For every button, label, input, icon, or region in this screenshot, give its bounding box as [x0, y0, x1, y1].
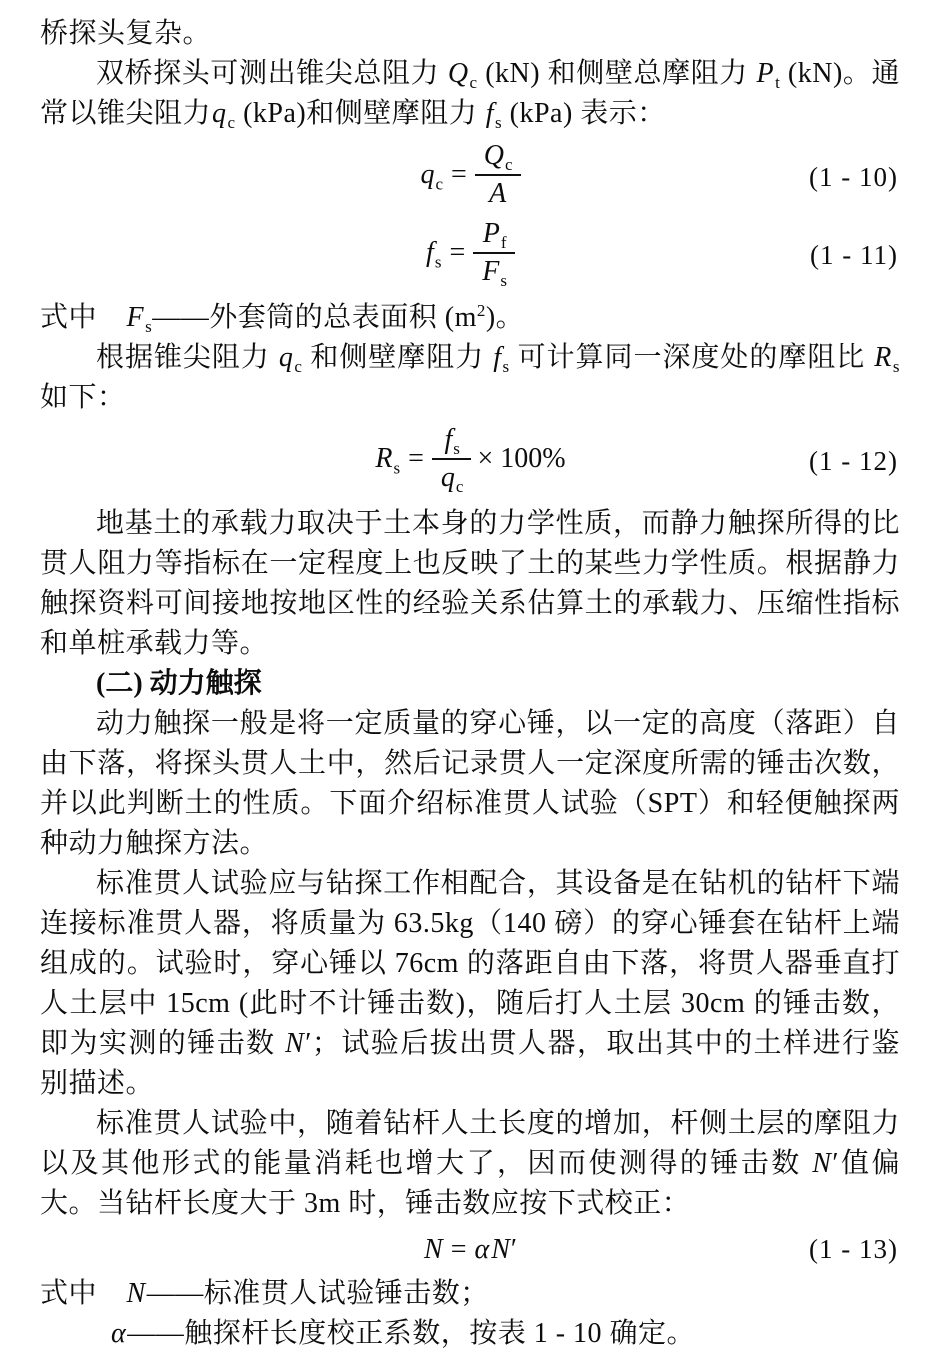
equation-row-1-10 — [40, 142, 900, 212]
equation-number-1-10: (1 - 10) — [809, 162, 898, 192]
subscript: s — [892, 357, 900, 376]
equation-1-11 — [425, 220, 515, 290]
subscript: s — [495, 113, 503, 132]
math-variable: Q — [447, 58, 469, 89]
fraction-numerator — [475, 140, 521, 176]
math-variable: f — [444, 424, 453, 455]
subscript: c — [294, 357, 303, 376]
math-variable: N — [285, 1028, 305, 1059]
math-variable: N — [424, 1233, 443, 1265]
math-variable: f — [485, 98, 494, 129]
definition-fs: 式中 $F_s——$外套筒的总表面积 $(m^2)$。 — [40, 301, 525, 336]
math-variable: P — [482, 218, 500, 249]
fraction-numerator — [473, 218, 515, 254]
fraction — [473, 218, 515, 288]
fraction-denominator — [475, 176, 521, 210]
math-variable: α — [474, 1233, 490, 1265]
math-variable: f — [426, 237, 434, 269]
math-variable: f — [493, 342, 502, 373]
subscript: s — [500, 271, 507, 290]
math-variable: q — [420, 159, 435, 191]
math-variable: N — [126, 1277, 146, 1309]
subscript: s — [502, 357, 510, 376]
math-variable: F — [482, 256, 500, 287]
math-variable: P — [756, 58, 775, 89]
equals-sign: = — [450, 159, 467, 191]
subscript: s — [434, 252, 442, 272]
equals-sign: = — [449, 237, 466, 269]
paragraph-dynamic-penetration-intro: 动力触探一般是将一定质量的穿心锤，以一定的高度（落距）自由下落，将探头贯人土中，然后记录贯人一定深度所需的锤击次数，并以此判断土的性质。下面介绍标准贯人试验（SPT）和轻便触探两种动力触探方法。 — [40, 708, 900, 859]
math-variable: q — [278, 342, 294, 373]
math-variable: F — [126, 302, 145, 333]
math-variable: N — [491, 1233, 510, 1265]
equation-1-12 — [374, 426, 565, 496]
paragraph-bearing-capacity: 地基土的承载力取决于土本身的力学性质，而静力触探所得的比贯人阻力等指标在一定程度上也反映了土的某些力学性质。根据静力触探资料可间接地按地区性的经验关系估算土的承载力、压缩性指标和单桩承载力等。 — [40, 508, 900, 659]
paragraph-dual-bridge-probe: 双桥探头可测出锥尖总阻力 $Q_c$ (kN) 和侧壁总摩阻力 $P_t$ (kN)。通常以锥尖阻力$q_c$ (kPa)和侧壁摩阻力 $f_s$ (kPa) 表示： — [40, 58, 900, 132]
paragraph-spt-procedure: 标准贯人试验应与钻探工作相配合，其设备是在钻机的钻杆下端连接标准贯人器，将质量为 63.5kg（140 磅）的穿心锤套在钻杆上端组成的。试验时，穿心锤以 76cm 的落距自由下落，将贯人器垂直打人土层中 15cm (此时不计锤击数)，随后打人土层 30cm 的锤击数，即为实测的锤击数 N′；试验后拔出贯人器，取出其中的土样进行鉴别描述。 — [40, 868, 900, 1099]
section-heading-dynamic-penetration: (二) 动力触探 — [96, 668, 262, 699]
paragraph-intro-continuation: 桥探头复杂。 — [40, 18, 212, 49]
formula-tail: × 100% — [477, 443, 566, 475]
paragraph-friction-ratio: 根据锥尖阻力 $q_c$ 和侧壁摩阻力 $f_s$ 可计算同一深度处的摩阻比 $R_s$ 如下： — [40, 342, 900, 413]
paragraph-spt-correction: 标准贯人试验中，随着钻杆人土长度的增加，杆侧土层的摩阻力以及其他形式的能量消耗也增大了，因而使测得的锤击数 N′值偏大。当钻杆长度大于 3m 时，锤击数应按下式校正： — [40, 1108, 900, 1219]
math-variable: N — [812, 1148, 832, 1179]
subscript: c — [227, 113, 236, 132]
math-variable: R — [874, 342, 892, 373]
equation-number-1-11: (1 - 11) — [810, 240, 898, 270]
equals-sign: = — [408, 443, 424, 475]
equation-number-1-12: (1 - 12) — [809, 446, 898, 476]
subscript: c — [469, 73, 478, 92]
equation-1-13: N = αN′ — [424, 1233, 517, 1265]
subscript: s — [145, 317, 153, 336]
subscript: f — [500, 233, 507, 252]
equation-row-1-11 — [40, 220, 900, 290]
equation-row-1-12 — [40, 426, 900, 496]
fraction-denominator — [432, 460, 472, 494]
math-variable: q — [212, 98, 227, 129]
definition-n: 式中 N——标准贯人试验锤击数； — [40, 1277, 489, 1309]
math-variable: q — [440, 462, 455, 493]
subscript: c — [455, 477, 464, 496]
subscript: t — [775, 73, 781, 92]
math-variable: Q — [483, 140, 505, 171]
equation-number-1-13: (1 - 13) — [809, 1233, 898, 1264]
subscript: s — [393, 458, 401, 478]
definition-alpha: α——触探杆长度校正系数，按表 1 - 10 确定。 — [111, 1317, 696, 1349]
equation-1-10 — [419, 142, 520, 212]
equation-row-1-13 — [40, 1228, 900, 1270]
fraction-denominator — [473, 254, 515, 288]
fraction — [432, 424, 472, 494]
subscript: c — [505, 155, 513, 174]
math-variable: R — [375, 443, 393, 475]
math-variable: A — [489, 178, 507, 209]
superscript: 2 — [476, 301, 486, 320]
math-variable: α — [111, 1317, 127, 1349]
subscript: c — [435, 174, 443, 194]
subscript: s — [453, 439, 460, 458]
fraction-numerator — [432, 424, 472, 460]
fraction — [475, 140, 521, 210]
